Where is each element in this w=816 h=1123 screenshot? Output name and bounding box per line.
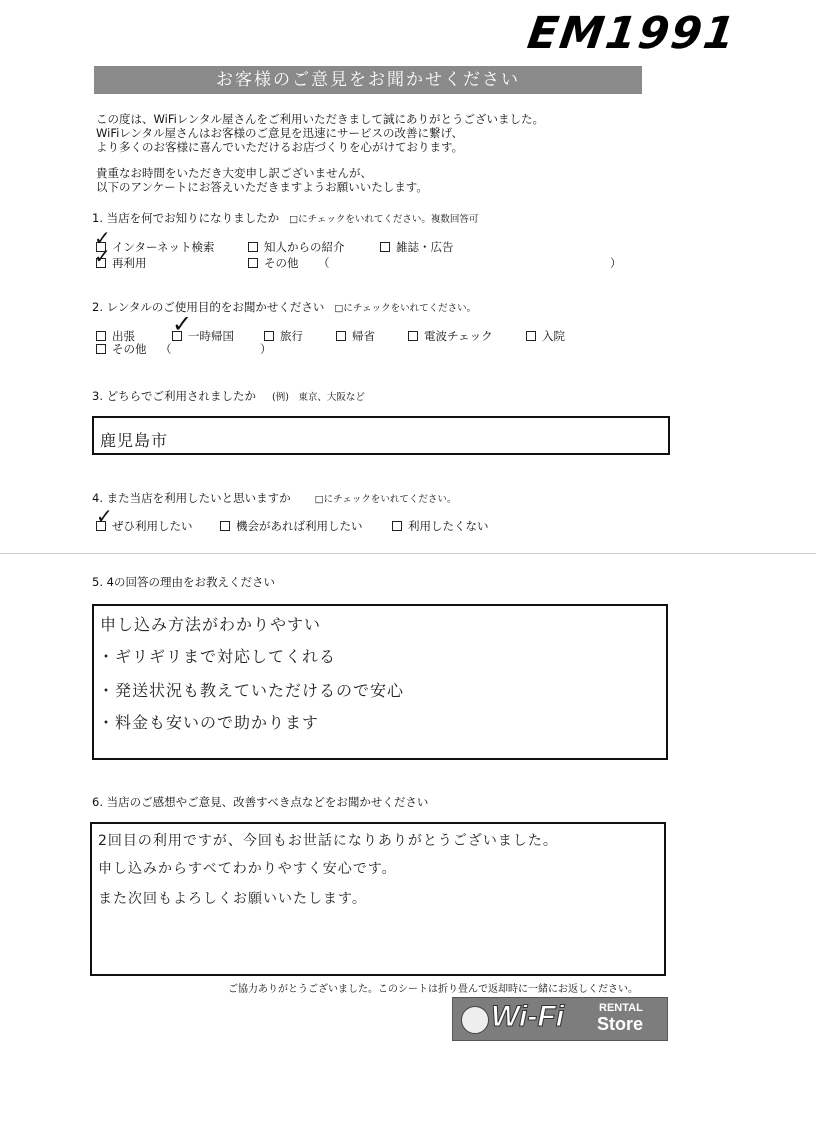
option-label: 旅行	[280, 329, 303, 343]
option-label: インターネット検索	[112, 240, 215, 254]
mascot-icon	[461, 1006, 489, 1034]
logo-store-text: Store	[597, 1014, 644, 1034]
intro-line-5: 以下のアンケートにお答えいただきますようお願いいたします。	[96, 180, 428, 194]
intro-line-1: この度は、WiFiレンタル屋さんをご利用いただきまして誠にありがとうございました。	[96, 112, 545, 126]
intro-line-2: WiFiレンタル屋さんはお客様のご意見を迅速にサービスの改善に繋げ、	[96, 126, 464, 140]
q3-answer-box[interactable]	[92, 416, 670, 455]
q2-heading-text: 2. レンタルのご使用目的をお聞かせください	[92, 300, 325, 314]
q4-note: □にチェックをいれてください。	[314, 494, 457, 505]
q3-example: (例) 東京、大阪など	[272, 392, 365, 403]
logo-rental-text: RENTAL	[599, 1002, 643, 1014]
checkbox[interactable]	[380, 242, 390, 252]
q1-heading-text: 1. 当店を何でお知りになりましたか	[92, 211, 280, 225]
checkbox[interactable]	[392, 521, 402, 531]
option-label: 利用したくない	[408, 519, 489, 533]
q2-note: □にチェックをいれてください。	[334, 303, 477, 314]
q1-option-referral[interactable]	[248, 239, 345, 255]
q1-option-other[interactable]	[248, 255, 299, 271]
checkbox[interactable]	[96, 331, 106, 341]
fold-line	[0, 553, 816, 554]
q4-heading-text: 4. また当店を利用したいと思いますか	[92, 491, 291, 505]
option-label: 帰省	[352, 329, 375, 343]
q5-answer-line-1: 申し込み方法がわかりやすい	[100, 615, 322, 634]
checkbox[interactable]	[408, 331, 418, 341]
checkbox[interactable]	[264, 331, 274, 341]
option-label: 電波チェック	[424, 329, 493, 343]
checkbox[interactable]	[526, 331, 536, 341]
option-label: 入院	[542, 329, 565, 343]
q1-other-paren-close: ）	[610, 256, 622, 270]
check-mark-icon: ✓	[94, 226, 111, 250]
q5-heading: 5. 4の回答の理由をお教えください	[92, 575, 275, 589]
q5-answer-line-4: ・料金も安いので助かります	[98, 713, 320, 732]
option-label: 再利用	[112, 256, 147, 270]
q2-option-other[interactable]	[96, 341, 147, 357]
option-label: ぜひ利用したい	[112, 519, 193, 533]
q5-answer-line-2: ・ギリギリまで対応してくれる	[98, 647, 337, 666]
q2-other-paren-close: ）	[260, 342, 272, 356]
q6-answer-line-3: また次回もよろしくお願いいたします。	[98, 891, 367, 907]
q6-heading: 6. 当店のご感想やご意見、改善すべき点などをお聞かせください	[92, 795, 429, 809]
q4-option-no[interactable]	[392, 518, 489, 534]
q5-answer-line-3: ・発送状況も教えていただけるので安心	[98, 681, 405, 700]
checkbox[interactable]	[336, 331, 346, 341]
survey-title: お客様のご意見をお聞かせください	[94, 66, 642, 94]
option-label: その他	[112, 342, 147, 356]
option-label: 出張	[112, 329, 135, 343]
check-mark-icon: ✓	[96, 504, 113, 528]
q1-other-paren-open: （	[318, 256, 330, 270]
logo-wifi-text: Wi-Fi	[491, 1000, 565, 1033]
checkbox[interactable]	[220, 521, 230, 531]
handwritten-id-stamp: EM1991	[524, 8, 740, 59]
q3-answer: 鹿児島市	[100, 431, 169, 450]
checkbox[interactable]	[96, 344, 106, 354]
q5-answer-box[interactable]	[92, 604, 668, 760]
q1-heading	[92, 210, 478, 226]
q4-option-if-chance[interactable]	[220, 518, 363, 534]
option-label: 雑誌・広告	[396, 240, 454, 254]
q6-answer-line-2: 申し込みからすべてわかりやすく安心です。	[98, 861, 397, 877]
option-label: 機会があれば利用したい	[236, 519, 363, 533]
q2-heading	[92, 299, 476, 315]
q4-heading	[92, 490, 456, 506]
wifi-rental-store-logo	[452, 997, 668, 1041]
q3-heading	[92, 388, 365, 404]
q2-option-hospital[interactable]	[526, 328, 565, 344]
q3-heading-text: 3. どちらでご利用されましたか	[92, 389, 257, 403]
intro-line-3: より多くのお客様に喜んでいただけるお店づくりを心がけております。	[96, 140, 464, 154]
q1-option-magazine[interactable]	[380, 239, 454, 255]
check-mark-icon: ✓	[172, 310, 193, 338]
option-label: 一時帰国	[188, 329, 234, 343]
q6-answer-line-1: 2回目の利用ですが、今回もお世話になりありがとうございました。	[98, 833, 558, 849]
option-label: その他	[264, 256, 299, 270]
intro-line-4: 貴重なお時間をいただき大変申し訳ございませんが、	[96, 166, 372, 180]
q2-option-signal-check[interactable]	[408, 328, 493, 344]
checkbox[interactable]	[248, 258, 258, 268]
q1-option-internet[interactable]	[96, 239, 214, 255]
q1-note: □にチェックをいれてください。複数回答可	[289, 214, 479, 225]
q2-option-visit-home[interactable]	[336, 328, 375, 344]
option-label: 知人からの紹介	[264, 240, 345, 254]
q6-answer-box[interactable]	[90, 822, 666, 976]
footer-note: ご協力ありがとうございました。このシートは折り畳んで返却時に一緒にお返しください。	[228, 984, 638, 995]
checkbox[interactable]	[248, 242, 258, 252]
q2-other-paren-open: （	[160, 342, 172, 356]
check-mark-icon: ✓	[94, 244, 111, 268]
